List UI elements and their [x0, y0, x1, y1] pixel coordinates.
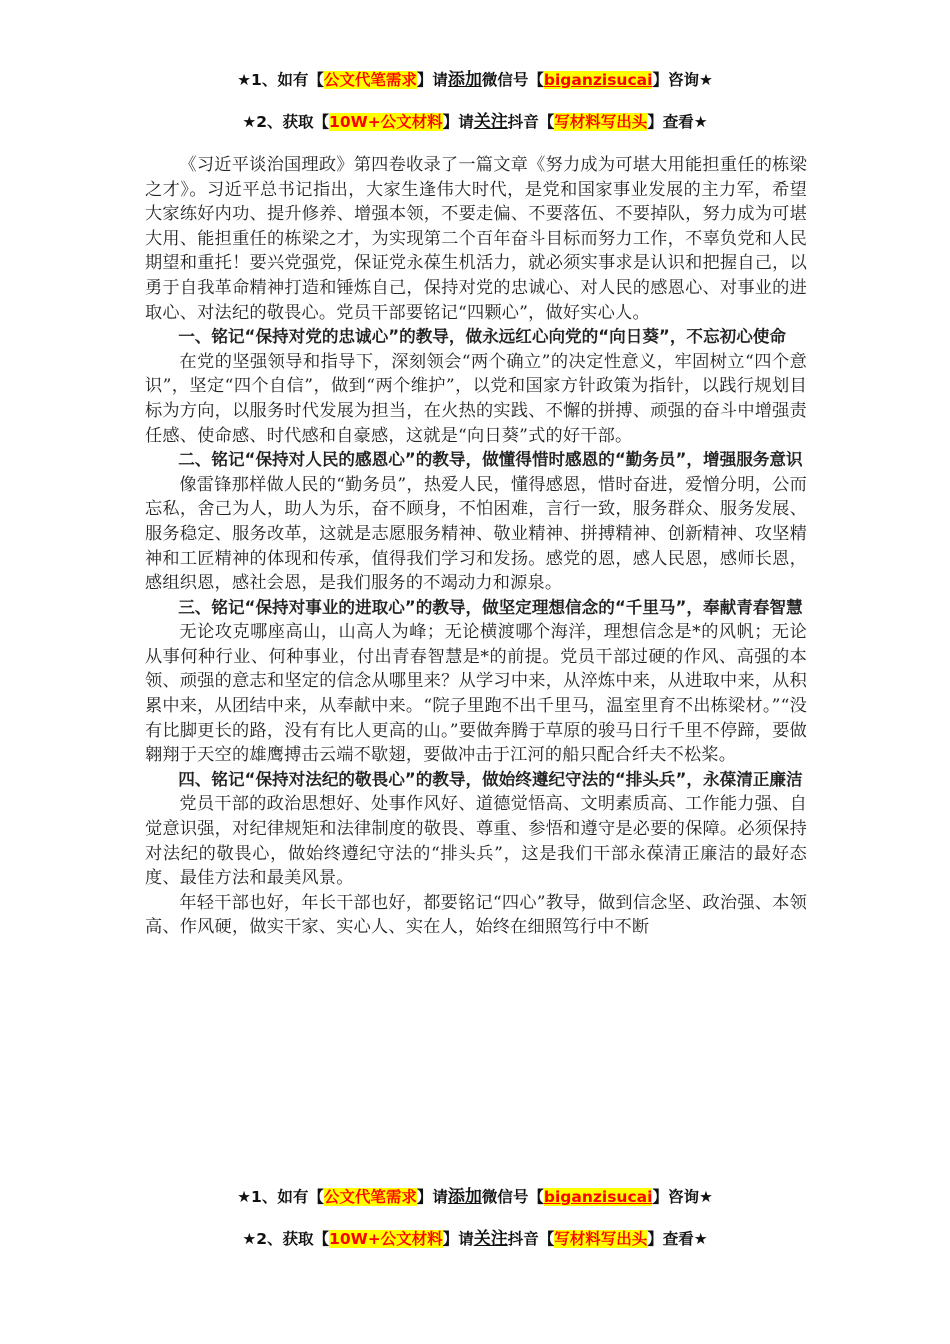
wechat-id-link[interactable]: biganzisucai: [543, 1188, 653, 1206]
promo-text: ★1、如有【: [237, 1188, 324, 1206]
section-paragraph: 无论攻克哪座高山，山高人为峰；无论横渡哪个海洋，理想信念是*的风帆；无论从事何种行业、何种事业，付出青春智慧是*的前提。党员干部过硬的作风、高强的本领、顽强的意志和坚定的信念从哪里来？从学习中来，从淬炼中来，从进取中来，从积累中来，从团结中来，从奉献中来。“院子里跑不出千里马，温室里育不出栋梁材。”“没有比脚更长的路，没有有比人更高的山。”要做奔腾于草原的骏马日行千里不停蹄，要做翱翔于天空的雄鹰搏击云端不歇翅，要做冲击于江河的船只配合纤夫不松桨。: [145, 622, 807, 766]
promo-highlight: 公文代笔需求: [323, 71, 417, 89]
promo-line-douyin: [0, 110, 950, 134]
section-paragraph: 党员干部的政治思想好、处事作风好、道德觉悟高、文明素质高、工作能力强、自觉意识强，对纪律规矩和法律制度的敬畏、尊重、参悟和遵守是必要的保障。必须保持对法纪的敬畏心，做始终遵纪守法的“排头兵”，这是我们干部永葆清正廉洁的最好态度、最佳方法和最美风景。: [145, 794, 807, 889]
section-heading: 四、铭记“保持对法纪的敬畏心”的教导，做始终遵纪守法的“排头兵”，永葆清正廉洁: [178, 769, 803, 789]
promo-text: 】请: [416, 1188, 448, 1206]
promo-text: 】请: [416, 71, 448, 89]
promo-text: 微信号【: [481, 71, 544, 89]
promo-underlined-text: 添加: [447, 70, 482, 90]
section-heading: 二、铭记“保持对人民的感恩心”的教导，做懂得惜时感恩的“勤务员”，增强服务意识: [178, 450, 803, 470]
article-body: [145, 153, 807, 940]
promo-highlight: 10W+公文材料: [329, 113, 443, 131]
promo-text: ★1、如有【: [237, 71, 324, 89]
promo-text: 抖音【: [507, 1230, 555, 1248]
douyin-account-highlight: 写材料写出头: [554, 113, 648, 131]
promo-underlined-text: 关注: [473, 112, 508, 132]
promo-text: ★2、获取【: [242, 1230, 330, 1248]
section-paragraph: 在党的坚强领导和指导下，深刻领会“两个确立”的决定性意义，牢固树立“四个意识”，坚定“四个自信”，做到“两个维护”，以党和国家方针政策为指针，以践行规划目标为方向，以服务时代发展为担当，在火热的实践、不懈的拼搏、顽强的奋斗中增强责任感、使命感、时代感和自豪感，这就是“向日葵”式的好干部。: [145, 351, 807, 446]
promo-text: ★2、获取【: [242, 113, 330, 131]
promo-text: 】请: [442, 113, 474, 131]
wechat-id-link[interactable]: biganzisucai: [543, 71, 653, 89]
douyin-account-highlight: 写材料写出头: [554, 1230, 648, 1248]
section-heading: 三、铭记“保持对事业的进取心”的教导，做坚定理想信念的“千里马”，奉献青春智慧: [178, 597, 803, 617]
promo-text: 微信号【: [481, 1188, 544, 1206]
intro-paragraph: 《习近平谈治国理政》第四卷收录了一篇文章《努力成为可堪大用能担重任的栋梁之才》。习近平总书记指出，大家生逢伟大时代，是党和国家事业发展的主力军，希望大家练好内功、提升修养、增强本领，不要走偏、不要落伍、不要掉队，努力成为可堪大用、能担重任的栋梁之才，为实现第二个百年奋斗目标而努力工作，不辜负党和人民期望和重托！要兴党强党，保证党永葆生机活力，就必须实事求是认识和把握自己，以勇于自我革命精神打造和锤炼自己，保持对党的忠诚心、对人民的感恩心、对事业的进取心、对法纪的敬畏心。党员干部要铭记“四颗心”，做好实心人。: [145, 155, 807, 323]
promo-text: 】查看★: [647, 1230, 708, 1248]
section-heading: 一、铭记“保持对党的忠诚心”的教导，做永远红心向党的“向日葵”，不忘初心使命: [178, 327, 786, 347]
closing-paragraph: 年轻干部也好，年长干部也好，都要铭记“四心”教导，做到信念坚、政治强、本领高、作风硬，做实干家、实心人、实在人，始终在细照笃行中不断: [145, 892, 807, 938]
promo-text: 】咨询★: [652, 71, 713, 89]
section-paragraph: 像雷锋那样做人民的“勤务员”，热爱人民，懂得感恩，惜时奋进，爱憎分明，公而忘私，舍己为人，助人为乐，奋不顾身，不怕困难，言行一致，服务群众、服务发展、服务稳定、服务改革，这就是志愿服务精神、敬业精神、拼搏精神、创新精神、攻坚精神和工匠精神的体现和传承，值得我们学习和发扬。感党的恩，感人民恩，感师长恩，感组织恩，感社会恩，是我们服务的不竭动力和源泉。: [145, 474, 807, 594]
promo-text: 】咨询★: [652, 1188, 713, 1206]
promo-text: 】请: [442, 1230, 474, 1248]
promo-highlight: 公文代笔需求: [323, 1188, 417, 1206]
promo-underlined-text: 关注: [473, 1229, 508, 1249]
promo-text: 】查看★: [647, 113, 708, 131]
promo-line-douyin-bottom: [0, 1227, 950, 1251]
promo-underlined-text: 添加: [447, 1187, 482, 1207]
promo-line-wechat: [0, 68, 950, 92]
promo-line-wechat-bottom: [0, 1185, 950, 1209]
promo-text: 抖音【: [507, 113, 555, 131]
promo-highlight: 10W+公文材料: [329, 1230, 443, 1248]
